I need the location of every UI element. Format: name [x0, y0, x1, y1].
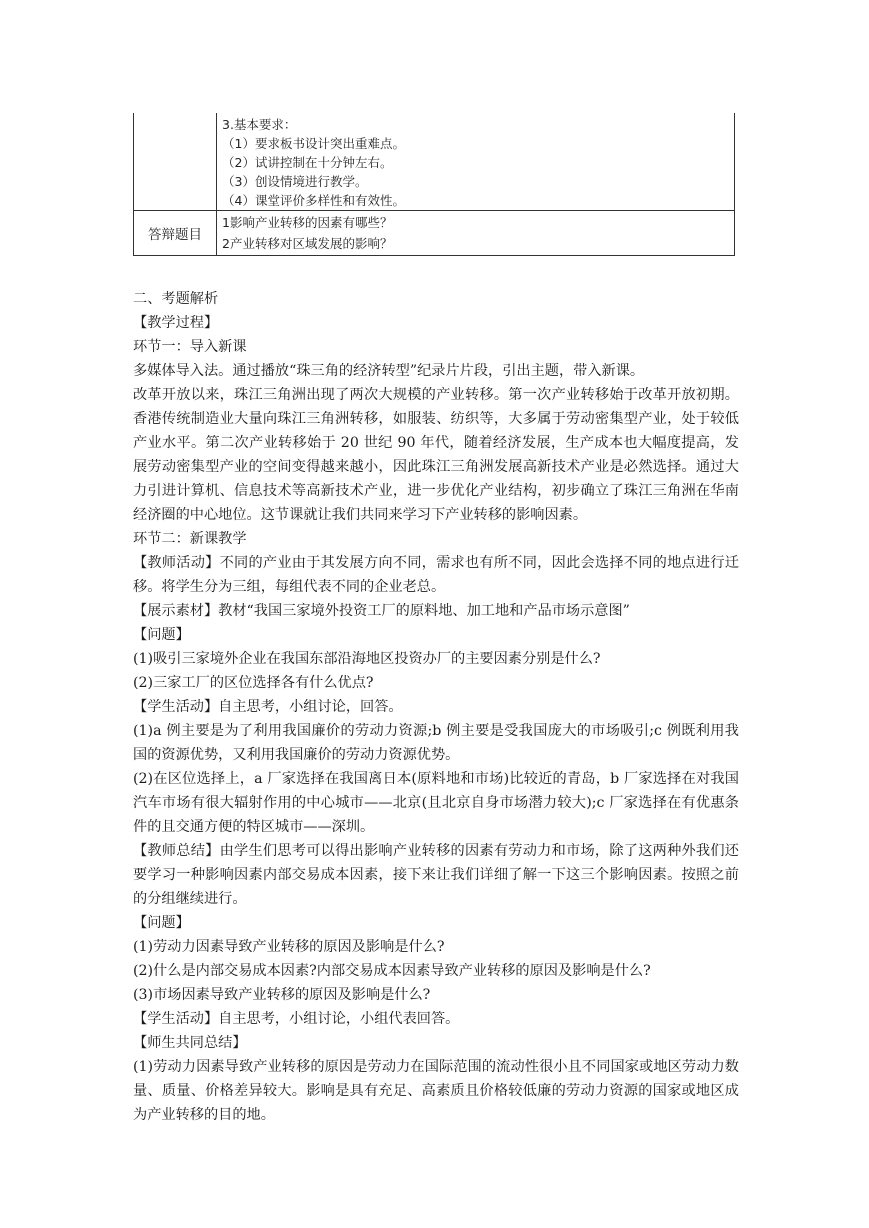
background-paragraph: 改革开放以来，珠江三角洲出现了两次大规模的产业转移。第一次产业转移始于改革开放初期。香港传统制造业大量向珠江三角洲转移，如服装、纺织等，大多属于劳动密集型产业，处于较低产业水平。第二次产业转移始于 20 世纪 90 年代，随着经济发展，生产成本也大幅度提高，发展劳动密集型产业的空间变得越来越小，因此珠江三角洲发展高新技术产业是必然选择。通过大力引进计算机、信息技术等高新技术产业，进一步优化产业结构，初步确立了珠江三角洲在华南经济圈的中心地位。这节课就让我们共同来学习下产业转移的影响因素。 — [133, 387, 739, 523]
answer-paragraph: (2)在区位选择上，a 厂家选择在我国离日本(原料地和市场)比较近的青岛，b 厂家选择在对我国汽车市场有很大辐射作用的中心城市——北京(且北京自身市场潜力较大);c 厂家选择在有优惠条件的且交通方便的特区城市——深圳。 — [133, 771, 739, 835]
requirement-item: （4）课堂评价多样性和有效性。 — [222, 193, 405, 208]
answer-item: 2产业转移对区域发展的影响？ — [222, 236, 393, 251]
material-paragraph: 【展示素材】教材“我国三家境外投资工厂的原料地、加工地和产品市场示意图” — [133, 603, 630, 619]
requirements-cell — [222, 115, 405, 210]
student-activity-paragraph: 【学生活动】自主思考，小组讨论，小组代表回答。 — [133, 1011, 460, 1027]
document-body — [133, 287, 739, 1127]
question-item: (3)市场因素导致产业转移的原因及影响是什么? — [133, 987, 431, 1003]
question-item: (2)什么是内部交易成本因素?内部交易成本因素导致产业转移的原因及影响是什么? — [133, 963, 651, 979]
section-title: 二、考题解析 — [133, 291, 219, 307]
question-item: (2)三家工厂的区位选择各有什么优点? — [133, 675, 374, 691]
requirement-item: （3）创设情境进行教学。 — [222, 174, 368, 189]
step1-heading: 环节一：导入新课 — [133, 339, 247, 355]
question-item: (1)吸引三家境外企业在我国东部沿海地区投资办厂的主要因素分别是什么? — [133, 651, 601, 667]
student-activity-paragraph: 【学生活动】自主思考，小组讨论，回答。 — [133, 699, 403, 715]
answer-paragraph: (1)a 例主要是为了利用我国廉价的劳动力资源;b 例主要是受我国庞大的市场吸引;c 例既利用我国的资源优势，又利用我国廉价的劳动力资源优势。 — [133, 723, 739, 763]
teacher-summary-paragraph: 【教师总结】由学生们思考可以得出影响产业转移的因素有劳动力和市场，除了这两种外我们还要学习一种影响因素内部交易成本因素，接下来让我们详细了解一下这三个影响因素。按照之前的分组继续进行。 — [133, 843, 739, 907]
summary-paragraph: (1)劳动力因素导致产业转移的原因是劳动力在国际范围的流动性很小且不同国家或地区劳动力数量、质量、价格差异较大。影响是具有充足、高素质且价格较低廉的劳动力资源的国家或地区成为产业转移的目的地。 — [133, 1059, 739, 1123]
teaching-process-heading: 【教学过程】 — [133, 315, 219, 331]
step2-heading: 环节二：新课教学 — [133, 531, 247, 547]
question-label: 【问题】 — [133, 915, 190, 931]
requirements-title: 3.基本要求： — [222, 117, 297, 132]
answer-label-cell: 答辩题目 — [148, 227, 202, 243]
intro-paragraph: 多媒体导入法。通过播放“珠三角的经济转型”纪录片片段，引出主题，带入新课。 — [133, 363, 645, 379]
question-label: 【问题】 — [133, 627, 190, 643]
teacher-activity-paragraph: 【教师活动】不同的产业由于其发展方向不同，需求也有所不同，因此会选择不同的地点进行迁移。将学生分为三组，每组代表不同的企业老总。 — [133, 555, 739, 595]
table-column-divider — [216, 113, 217, 255]
joint-summary-heading: 【师生共同总结】 — [133, 1035, 247, 1051]
answer-items-cell — [222, 212, 392, 254]
requirement-item: （1）要求板书设计突出重难点。 — [222, 136, 405, 151]
table-row-divider — [134, 210, 734, 211]
question-item: (1)劳动力因素导致产业转移的原因及影响是什么? — [133, 939, 445, 955]
exam-table — [133, 113, 735, 256]
answer-item: 1影响产业转移的因素有哪些？ — [222, 215, 393, 230]
requirement-item: （2）试讲控制在十分钟左右。 — [222, 155, 393, 170]
